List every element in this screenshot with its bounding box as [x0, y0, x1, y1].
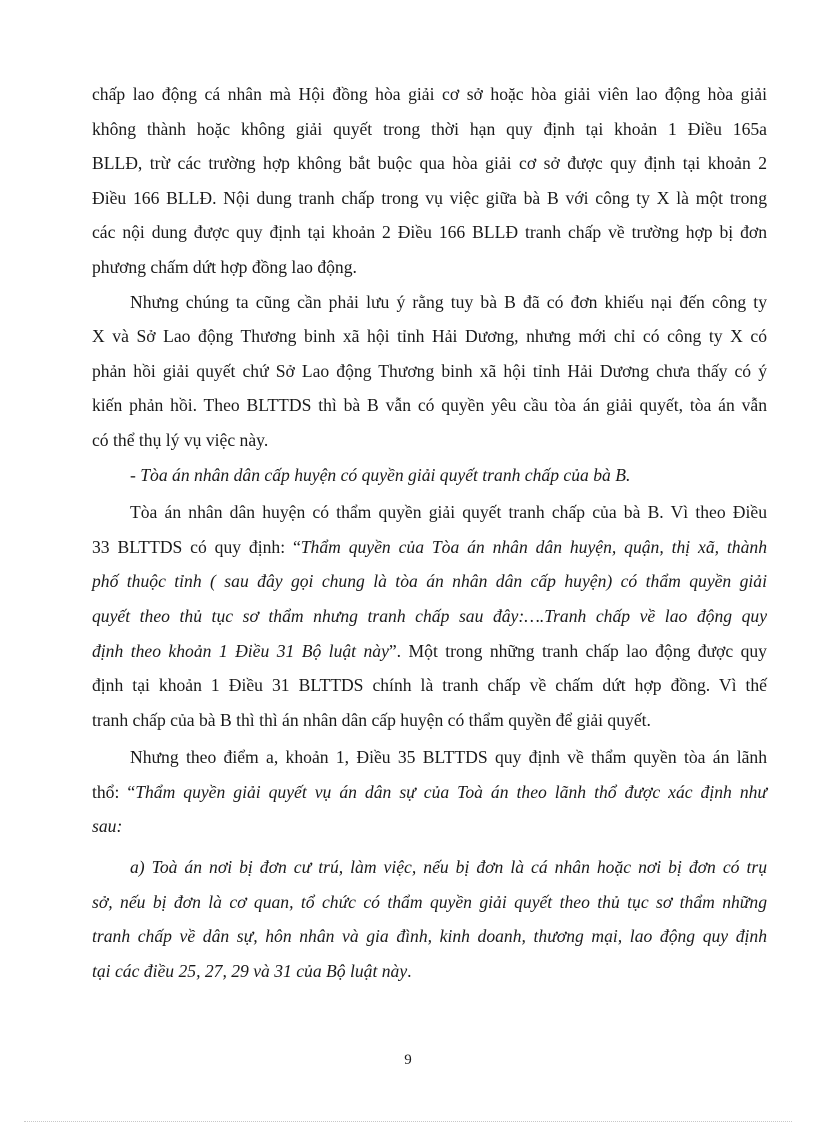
text-line: X và Sở Lao động Thương binh xã hội tỉnh Hải Dương, nhưng mới chỉ có công ty X có: [92, 326, 767, 347]
text-line: [92, 634, 767, 669]
text-line: Nhưng chúng ta cũng cần phải lưu ý rằng tuy bà B đã có đơn khiếu nại đến công ty: [130, 291, 767, 312]
quoted-line: quyết theo thủ tục sơ thẩm nhưng tranh chấp sau đây:….Tranh chấp về lao động quy: [92, 605, 767, 626]
quoted-line: sau:: [92, 816, 123, 837]
text-line: [92, 954, 767, 989]
text-line: các nội dung được quy định tại khoản 2 Điều 166 BLLĐ tranh chấp về trường hợp bị đơn: [92, 222, 767, 243]
paragraph-4: [92, 495, 767, 737]
text-line: phản hồi giải quyết chứ Sở Lao động Thương binh xã hội tỉnh Hải Dương chưa thấy có ý: [92, 360, 767, 381]
text-line: BLLĐ, trừ các trường hợp không bắt buộc qua hòa giải cơ sở được quy định tại khoản 2: [92, 153, 767, 174]
page-bottom-divider: [24, 1121, 792, 1122]
text-fragment: thổ: “: [92, 781, 136, 802]
paragraph-5: [92, 740, 767, 844]
paragraph-2: [92, 285, 767, 458]
text-line: chấp lao động cá nhân mà Hội đồng hòa giải cơ sở hoặc hòa giải viên lao động hòa giải: [92, 84, 767, 104]
page-number: 9: [404, 1052, 412, 1068]
quoted-text: Thẩm quyền của Tòa án nhân dân huyện, quận, thị xã, thành: [300, 536, 767, 557]
text-line: Tòa án nhân dân huyện có thẩm quyền giải quyết tranh chấp của bà B. Vì theo Điều: [130, 502, 767, 523]
text-line: có thể thụ lý vụ việc này.: [92, 429, 269, 450]
paragraph-1: [92, 77, 767, 285]
text-line: Điều 166 BLLĐ. Nội dung tranh chấp trong vụ việc giữa bà B với công ty X là một trong: [92, 187, 767, 208]
text-line: [92, 530, 767, 565]
text-line: định tại khoản 1 Điều 31 BLTTDS chính là tranh chấp về chấm dứt hợp đồng. Vì thế: [92, 675, 767, 696]
quoted-text: Thẩm quyền giải quyết vụ án dân sự của Toà án theo lãnh thổ được xác định như: [135, 781, 768, 802]
text-line: [92, 775, 767, 810]
text-fragment: .: [407, 960, 412, 981]
section-heading: - Tòa án nhân dân cấp huyện có quyền giải quyết tranh chấp của bà B.: [130, 464, 631, 485]
quoted-text: định theo khoản 1 Điều 31 Bộ luật này: [92, 640, 389, 661]
document-body: [92, 77, 767, 988]
paragraph-3-heading: [92, 458, 767, 493]
quoted-line: a) Toà án nơi bị đơn cư trú, làm việc, nếu bị đơn là cá nhân hoặc nơi bị đơn có trụ: [130, 857, 767, 878]
quoted-line: sở, nếu bị đơn là cơ quan, tổ chức có thẩm quyền giải quyết theo thủ tục sơ thẩm những: [92, 891, 767, 912]
quoted-line: phố thuộc tỉnh ( sau đây gọi chung là tòa án nhân dân cấp huyện) có thẩm quyền giải: [92, 571, 767, 592]
text-line: không thành hoặc không giải quyết trong thời hạn quy định tại khoản 1 Điều 165a: [92, 118, 767, 139]
text-line: phương chấm dứt hợp đồng lao động.: [92, 256, 357, 277]
quoted-line: tranh chấp về dân sự, hôn nhân và gia đình, kinh doanh, thương mại, lao động quy định: [92, 926, 767, 947]
text-line: tranh chấp của bà B thì thì án nhân dân cấp huyện có thẩm quyền để giải quyết.: [92, 709, 651, 730]
text-fragment: 33 BLTTDS có quy định: “: [92, 536, 301, 557]
quoted-text: tại các điều 25, 27, 29 và 31 của Bộ luật này: [92, 960, 408, 981]
text-line: kiến phản hồi. Theo BLTTDS thì bà B vẫn có quyền yêu cầu tòa án giải quyết, tòa án vẫn: [92, 395, 767, 416]
text-fragment: ”. Một trong những tranh chấp lao động được quy: [388, 640, 767, 661]
text-line: Nhưng theo điểm a, khoản 1, Điều 35 BLTTDS quy định về thẩm quyền tòa án lãnh: [130, 747, 767, 768]
paragraph-6-quote: [92, 850, 767, 988]
